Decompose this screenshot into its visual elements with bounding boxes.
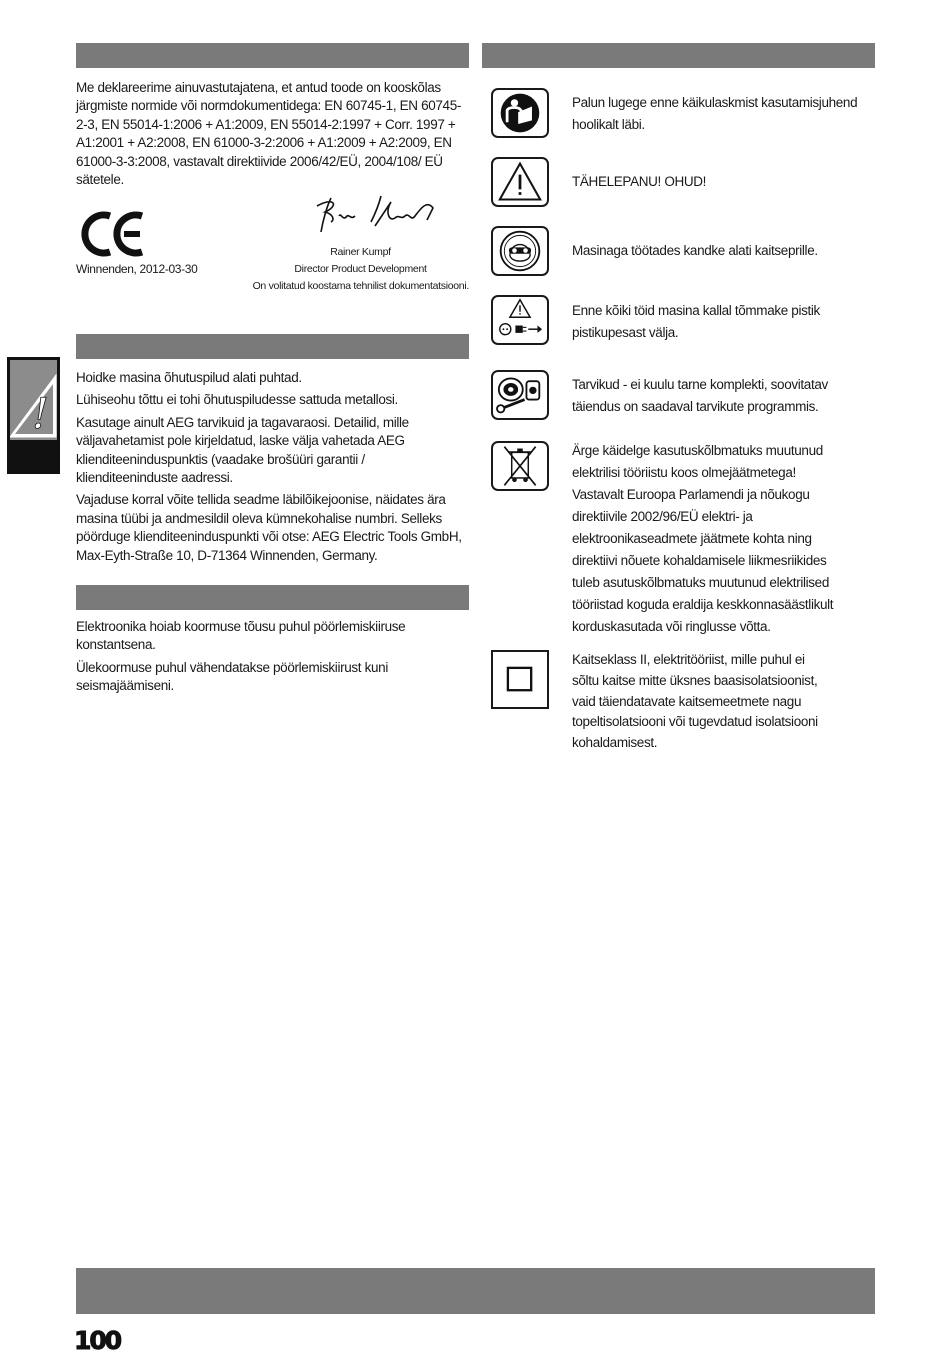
signer-name: Rainer Kumpf	[330, 246, 391, 258]
read-manual-icon	[491, 88, 549, 138]
maintenance-paragraph: Hoidke masina õhutuspilud alati puhtad.	[76, 370, 302, 385]
page-number: 100	[74, 1326, 121, 1355]
signature	[305, 192, 440, 236]
electronics-paragraph: Ülekoormuse puhul vähendatakse pöörlemiskiirust kuni seismajäämiseni.	[76, 659, 388, 694]
unplug-icon	[491, 295, 549, 345]
symbol-text-unplug: Enne kõiki töid masina kallal tõmmake pistik pistikupesast välja.	[572, 303, 820, 340]
electronics-text	[76, 618, 436, 700]
maintenance-paragraph: Kasutage ainult AEG tarvikuid ja tagavaraosi. Detailid, mille väljavahetamist pole kirjeldatud, laske välja vahetada AEG klienditeeninduspunktis (vaadake brošüüri garantii / klienditeeninduste aadressi.	[76, 414, 409, 486]
warning-tab-icon	[10, 360, 57, 440]
signer-title: Director Product Development	[294, 263, 427, 275]
declaration-header-bar	[76, 43, 469, 68]
protection-class-2-icon	[491, 650, 549, 709]
place-date: Winnenden, 2012-03-30	[76, 262, 198, 276]
symbol-text-accessories: Tarvikud - ei kuulu tarne komplekti, soovitatav täiendus on saadaval tarvikute programmis.	[572, 377, 828, 414]
symbol-text-goggles: Masinaga töötades kandke alati kaitseprille.	[572, 243, 818, 258]
side-tab	[7, 357, 60, 474]
footer-bar	[76, 1268, 875, 1314]
symbol-text-disposal: Ärge käidelge kasutuskõlbmatuks muutunud elektrilisi tööriistu koos olmejäätmetega! Vastavalt Euroopa Parlamendi ja nõukogu direktiivile 2002/96/EÜ elektri- ja elektroonikaseadmete jäätmete kohta ning direktiivi nõuete kohaldamisele liikmesriikides tuleb asutuskõlbmatuks muutunud elektrilised tööriistad koguda eraldija keskkonnasäästlikult korduskasutada või ringlusse võtta.	[572, 443, 834, 634]
maintenance-paragraph: Lühiseohu tõttu ei tohi õhutuspiludesse sattuda metallosi.	[76, 392, 398, 408]
signer-note: On volitatud koostama tehnilist dokumentatsiooni.	[252, 280, 469, 292]
symbol-text-warning: TÄHELEPANU! OHUD!	[572, 174, 707, 189]
declaration-text: Me deklareerime ainuvastutajatena, et antud toode on kooskõlas järgmiste normide või normdokumentidega: EN 60745-1, EN 60745-2-3, EN 55014-1:2006 + A1:2009, EN 55014-2:1997 + Corr. 1997 + A1:2001 + A2:2008, EN 61000-3-2:2006 + A1:2009 + A2:2009, EN 61000-3-3:2008, vastavalt direktiivide 2006/42/EÜ, 2004/108/ EÜ sätetele.	[76, 80, 462, 188]
electronics-paragraph: Elektroonika hoiab koormuse tõusu puhul pöörlemiskiiruse konstantsena.	[76, 619, 406, 653]
maintenance-paragraph: Vajaduse korral võite tellida seadme läbilõikejoonise, näidates ära masina tüübi ja andmesildil oleva kümnekohalise numbri. Selleks pöörduge klienditeeninduspunkti või otse: AEG Electric Tools GmbH, Max-Eyth-Straße 10, D-71364 Winnenden, Germany.	[76, 492, 462, 563]
maintenance-text	[76, 369, 468, 569]
symbols-header-bar	[482, 43, 875, 68]
maintenance-header-bar	[76, 334, 469, 359]
accessories-icon	[491, 370, 549, 420]
warning-triangle-icon	[491, 157, 549, 207]
symbol-text-protection-class: Kaitseklass II, elektritööriist, mille puhul ei sõltu kaitse mitte üksnes baasisolatsioonist, vaid täiendatavate kaitsemeetmete nagu topeltisolatsiooni või tugevdatud isolatsiooni kohaldamisest.	[572, 652, 818, 751]
crossed-bin-icon	[491, 441, 549, 491]
symbol-text-read-manual: Palun lugege enne käikulaskmist kasutamisjuhend hoolikalt läbi.	[572, 95, 858, 132]
safety-goggles-icon	[491, 226, 549, 276]
ce-mark-icon	[80, 210, 146, 258]
svg-text:!: !	[32, 389, 49, 438]
electronics-header-bar	[76, 585, 469, 610]
